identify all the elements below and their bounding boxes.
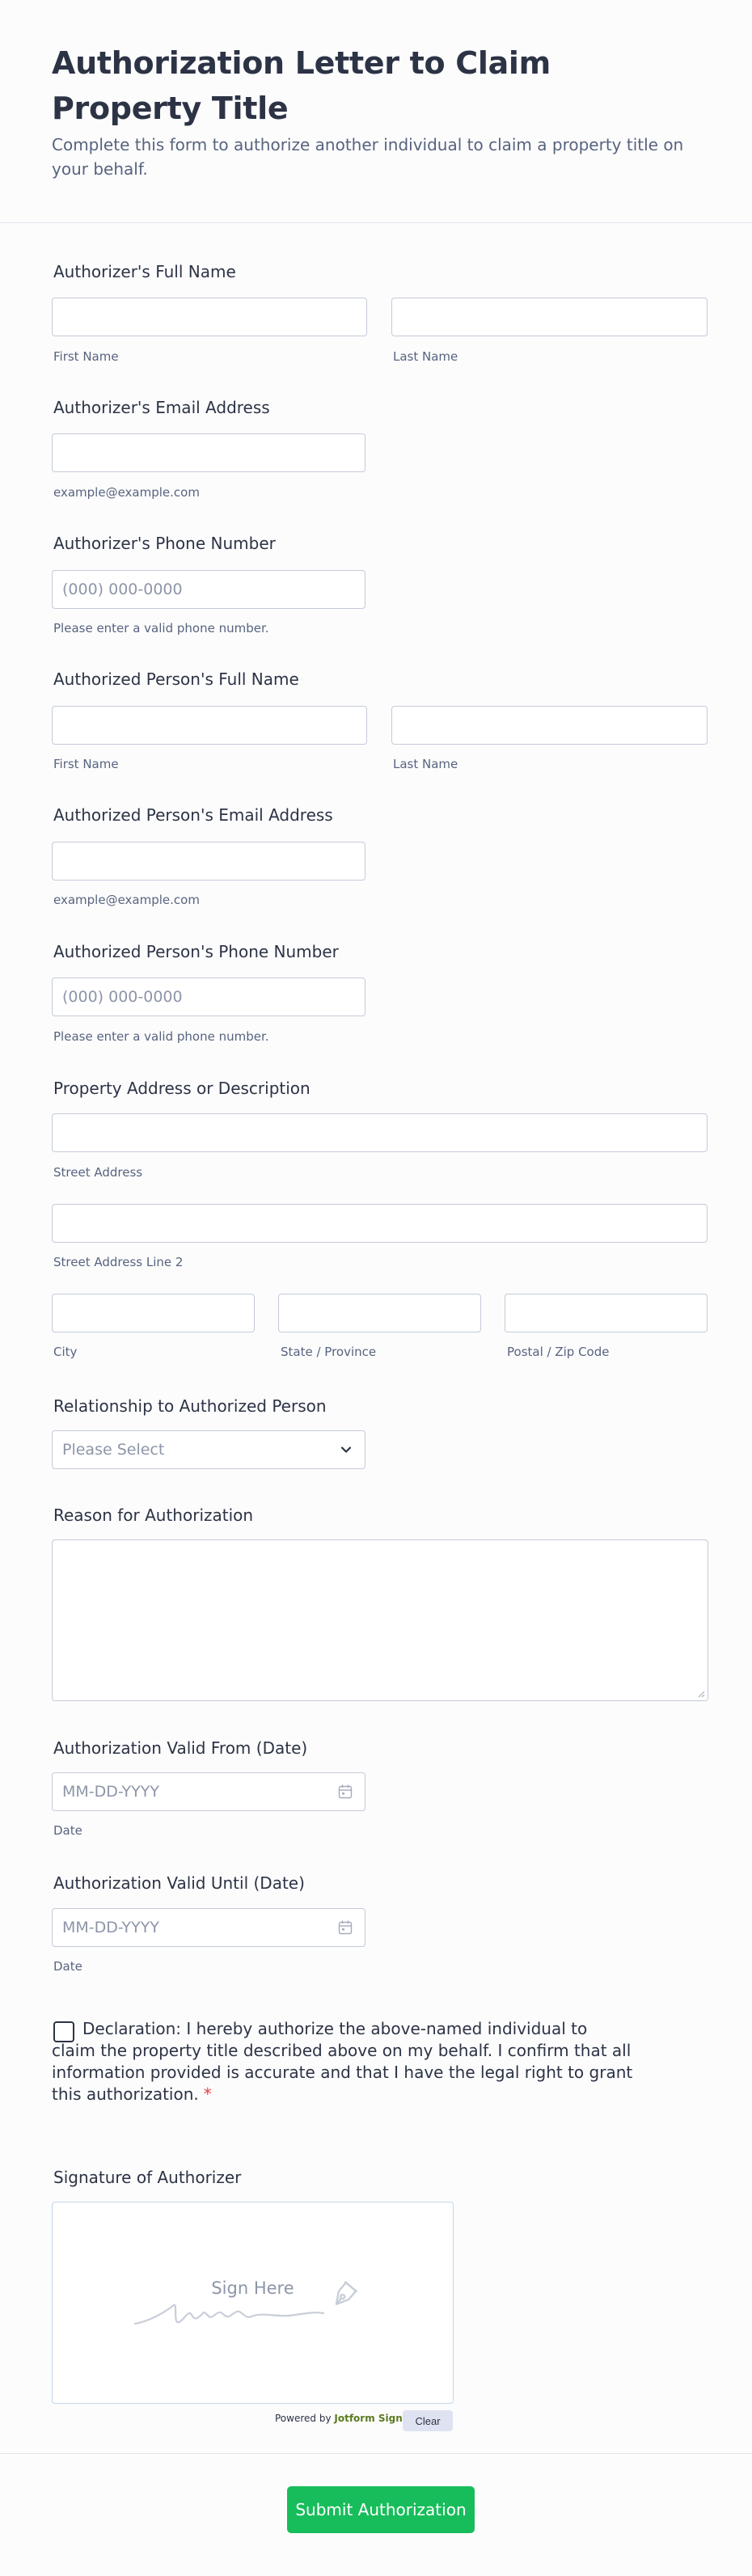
city-sublabel: City xyxy=(53,1345,78,1359)
signature-label: Signature of Authorizer xyxy=(53,2168,242,2187)
authorizer-first-name-input[interactable] xyxy=(52,298,367,336)
authorizer-name-label: Authorizer's Full Name xyxy=(53,262,236,281)
chevron-down-icon xyxy=(339,1442,353,1457)
signature-hint: Sign Here xyxy=(211,2278,294,2298)
authorized-email-input[interactable] xyxy=(52,842,365,880)
authorized-first-name-input[interactable] xyxy=(52,706,367,745)
valid-until-sublabel: Date xyxy=(53,1959,82,1974)
valid-from-placeholder: MM-DD-YYYY xyxy=(62,1783,159,1801)
submit-button[interactable]: Submit Authorization xyxy=(287,2486,475,2533)
authorizer-phone-label: Authorizer's Phone Number xyxy=(53,534,276,553)
authorizer-email-label: Authorizer's Email Address xyxy=(53,398,270,417)
footer-divider xyxy=(0,2453,752,2454)
clear-signature-button[interactable]: Clear xyxy=(403,2410,453,2431)
relationship-select[interactable] xyxy=(52,1430,365,1469)
authorized-first-name-sublabel: First Name xyxy=(53,757,119,771)
authorizer-phone-placeholder: (000) 000-0000 xyxy=(62,581,183,598)
declaration-label: Declaration: I hereby authorize the above-named individual to claim the property title described above on my behalf. I confirm that all information provided is accurate and that I have the legal right to grant this authorization. xyxy=(52,2019,633,2104)
authorized-last-name-input[interactable] xyxy=(391,706,708,745)
city-input[interactable] xyxy=(52,1294,255,1332)
state-province-sublabel: State / Province xyxy=(281,1345,377,1359)
relationship-placeholder: Please Select xyxy=(62,1441,165,1459)
page-title: Authorization Letter to Claim Property Title xyxy=(52,45,551,126)
authorizer-email-sublabel: example@example.com xyxy=(53,485,200,500)
declaration-text xyxy=(52,2018,634,2105)
authorized-phone-input[interactable] xyxy=(52,978,365,1016)
street-address-sublabel: Street Address xyxy=(53,1165,143,1180)
authorized-phone-placeholder: (000) 000-0000 xyxy=(62,988,183,1006)
powered-by-text xyxy=(275,2413,403,2424)
authorizer-first-name-sublabel: First Name xyxy=(53,349,119,364)
form-header xyxy=(0,0,752,223)
relationship-label: Relationship to Authorized Person xyxy=(53,1396,327,1416)
postal-zip-sublabel: Postal / Zip Code xyxy=(507,1345,610,1359)
jotform-sign-brand: Jotform Sign xyxy=(334,2413,403,2424)
street-address-line2-input[interactable] xyxy=(52,1204,708,1243)
required-mark: * xyxy=(203,2084,212,2104)
authorized-name-label: Authorized Person's Full Name xyxy=(53,669,299,689)
valid-until-placeholder: MM-DD-YYYY xyxy=(62,1919,159,1936)
authorized-phone-sublabel: Please enter a valid phone number. xyxy=(53,1029,269,1044)
property-address-label: Property Address or Description xyxy=(53,1079,311,1098)
street-address-line2-sublabel: Street Address Line 2 xyxy=(53,1255,184,1269)
authorizer-last-name-sublabel: Last Name xyxy=(393,349,458,364)
valid-from-sublabel: Date xyxy=(53,1823,82,1838)
authorized-email-sublabel: example@example.com xyxy=(53,893,200,907)
resize-handle-icon[interactable] xyxy=(697,1690,705,1698)
powered-by-prefix: Powered by xyxy=(275,2413,332,2424)
authorizer-email-input[interactable] xyxy=(52,433,365,472)
street-address-input[interactable] xyxy=(52,1113,708,1152)
valid-from-date-input[interactable] xyxy=(52,1772,365,1811)
valid-until-date-input[interactable] xyxy=(52,1908,365,1947)
postal-zip-input[interactable] xyxy=(505,1294,708,1332)
reason-label: Reason for Authorization xyxy=(53,1505,254,1525)
calendar-icon[interactable] xyxy=(337,1919,353,1936)
calendar-icon[interactable] xyxy=(337,1784,353,1800)
reason-textarea[interactable] xyxy=(52,1539,708,1701)
valid-from-label: Authorization Valid From (Date) xyxy=(53,1738,308,1758)
state-province-input[interactable] xyxy=(278,1294,481,1332)
authorized-last-name-sublabel: Last Name xyxy=(393,757,458,771)
authorized-phone-label: Authorized Person's Phone Number xyxy=(53,942,339,961)
authorizer-phone-input[interactable] xyxy=(52,570,365,609)
authorized-email-label: Authorized Person's Email Address xyxy=(53,805,333,825)
valid-until-label: Authorization Valid Until (Date) xyxy=(53,1873,305,1893)
page-subtitle: Complete this form to authorize another individual to claim a property title on your behalf. xyxy=(52,135,684,179)
authorizer-phone-sublabel: Please enter a valid phone number. xyxy=(53,621,269,636)
authorizer-last-name-input[interactable] xyxy=(391,298,708,336)
signature-pad[interactable] xyxy=(52,2202,454,2404)
